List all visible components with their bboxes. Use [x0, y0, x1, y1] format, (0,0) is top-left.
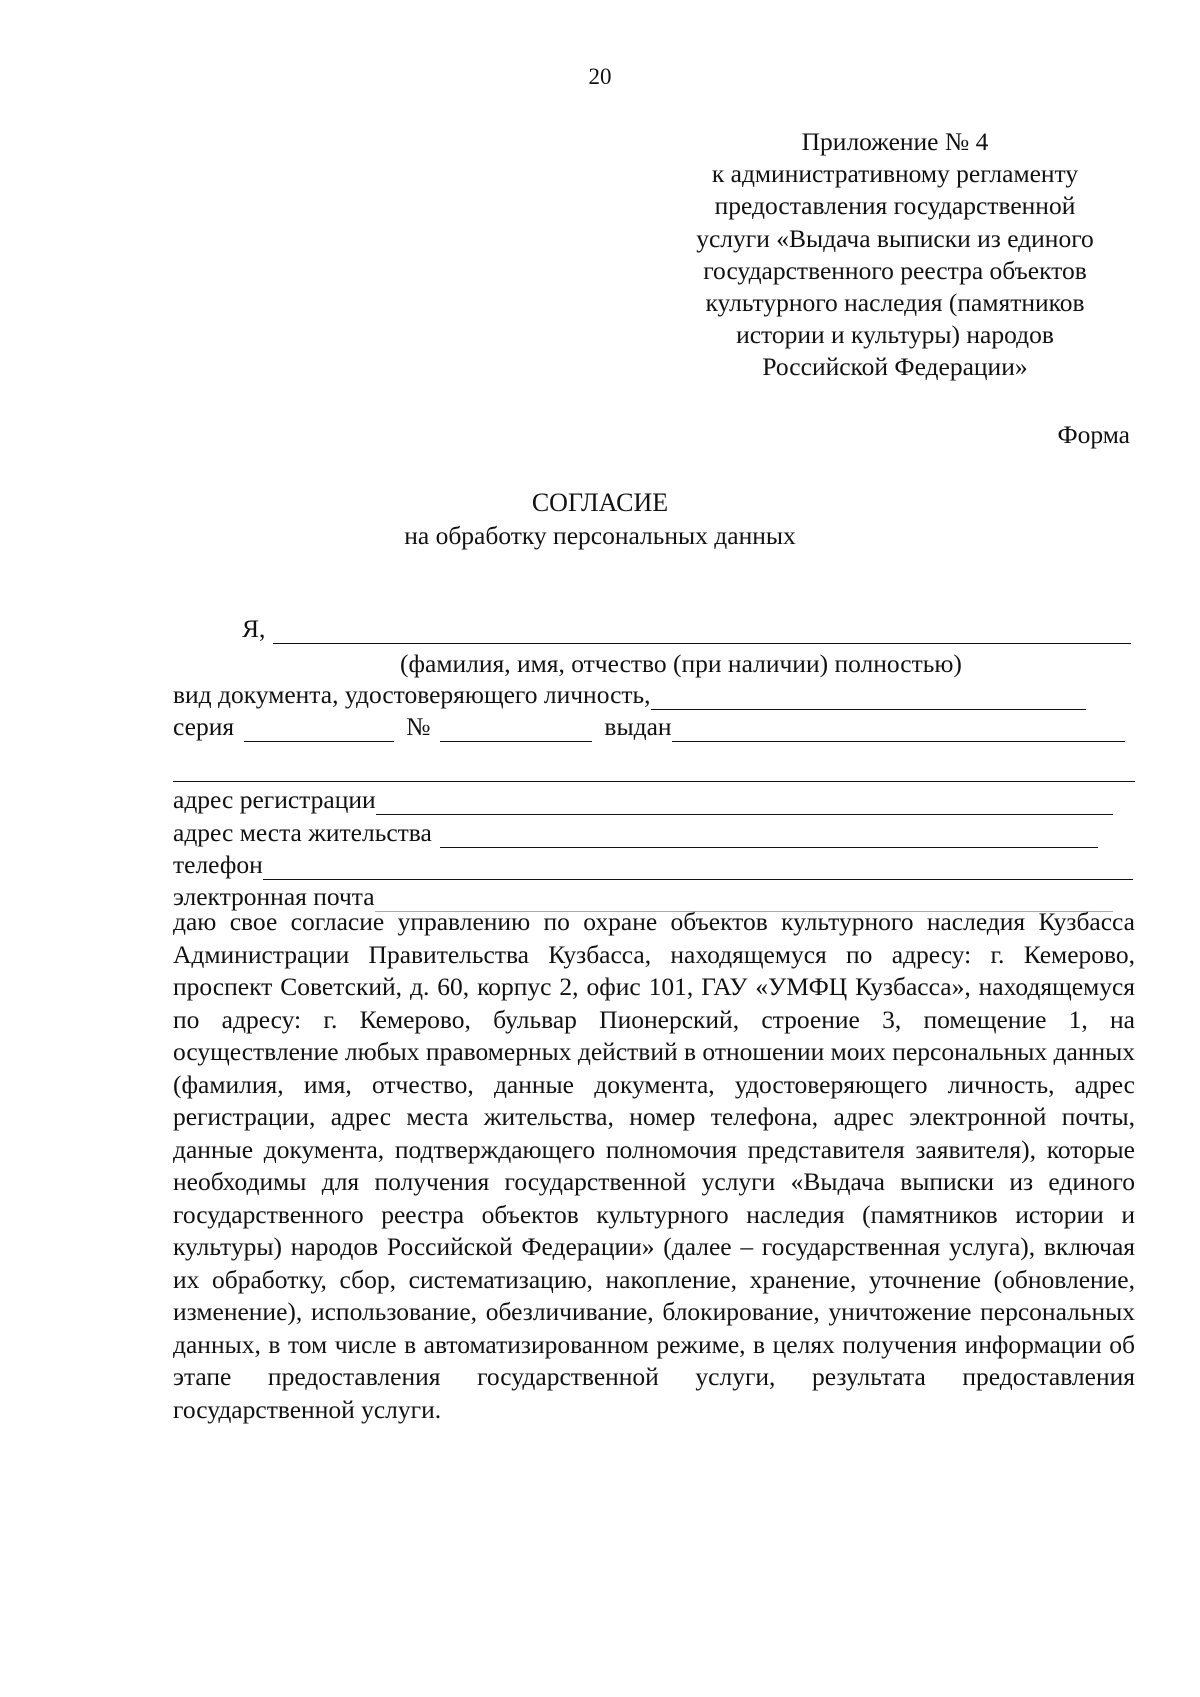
- appendix-line: истории и культуры) народов: [736, 320, 1054, 350]
- series-label: серия: [173, 712, 235, 741]
- issued-field[interactable]: [672, 717, 1125, 742]
- number-label: №: [406, 712, 431, 741]
- appendix-line: к административному регламенту: [711, 159, 1079, 189]
- appendix-line: Российской Федерации»: [762, 352, 1028, 382]
- issued-continuation-field[interactable]: [173, 757, 1135, 782]
- consent-paragraph: [173, 906, 1135, 1426]
- number-field[interactable]: [440, 717, 592, 742]
- appendix-line: Приложение № 4: [801, 127, 989, 156]
- appendix-line: государственного реестра объектов: [703, 255, 1087, 285]
- reg-address-row: [173, 783, 1113, 815]
- appendix-header: [650, 126, 1140, 384]
- appendix-line: культурного наследия (памятников: [705, 288, 1085, 318]
- series-field[interactable]: [244, 717, 394, 742]
- phone-row: [173, 848, 1133, 880]
- blank-row: [173, 750, 1135, 782]
- issued-label: выдан: [604, 712, 672, 741]
- doc-type-row: [173, 678, 1086, 710]
- reg-address-label: адрес регистрации: [173, 785, 376, 814]
- res-address-label: адрес места жительства: [173, 818, 432, 847]
- doc-type-field[interactable]: [651, 685, 1086, 710]
- document-subtitle: на обработку персональных данных: [404, 521, 796, 550]
- appendix-line: услуги «Выдача выписки из единого: [696, 223, 1094, 253]
- document-title: СОГЛАСИЕ: [531, 488, 669, 517]
- fio-row-label: Я,: [242, 614, 266, 643]
- res-address-row: [173, 816, 1098, 848]
- res-address-field[interactable]: [440, 823, 1098, 848]
- doc-type-label: вид документа, удостоверяющего личность,: [173, 680, 651, 709]
- email-label: электронная почта: [173, 882, 375, 911]
- fio-row: [242, 612, 1131, 644]
- consent-text: даю свое согласие управлению по охране объектов культурного наследия Кузбасса Администрации Правительства Кузбасса, находящемуся по адресу: г. Кемерово, проспект Советский, д. 60, корпус 2, офис 101, ГАУ «УМФЦ Кузбасса», находящемуся по адресу: г. Кемерово, бульвар Пионерский, строение 3, помещение 1, на осуществление любых правомерных действий в отношении моих персональных данных (фамилия, имя, отчество, данные документа, удостоверяющего личность, адрес регистрации, адрес места жительства, номер телефона, адрес электронной почты, данные документа, подтверждающего полномочия представителя заявителя), которые необходимы для получения государственной услуги «Выдача выписки из единого государственного реестра объектов культурного наследия (памятников истории и культуры) народов Российской Федерации» (далее – государственная услуга), включая их обработку, сбор, систематизацию, накопление, хранение, уточнение (обновление, изменение), использование, обезличивание, блокирование, уничтожение персональных данных, в том числе в автоматизированном режиме, в целях получения информации об этапе предоставления государственной услуги, результата предоставления государственной услуги.: [173, 907, 1135, 1424]
- phone-field[interactable]: [263, 855, 1133, 880]
- form-label: Форма: [1057, 420, 1130, 449]
- passport-row: [173, 710, 1125, 742]
- fio-hint: (фамилия, имя, отчество (при наличии) полностью): [400, 649, 962, 678]
- appendix-line: предоставления государственной: [714, 191, 1076, 221]
- page-number: 20: [588, 64, 612, 89]
- phone-label: телефон: [173, 850, 263, 879]
- fio-field[interactable]: [273, 619, 1131, 644]
- reg-address-field[interactable]: [376, 790, 1113, 815]
